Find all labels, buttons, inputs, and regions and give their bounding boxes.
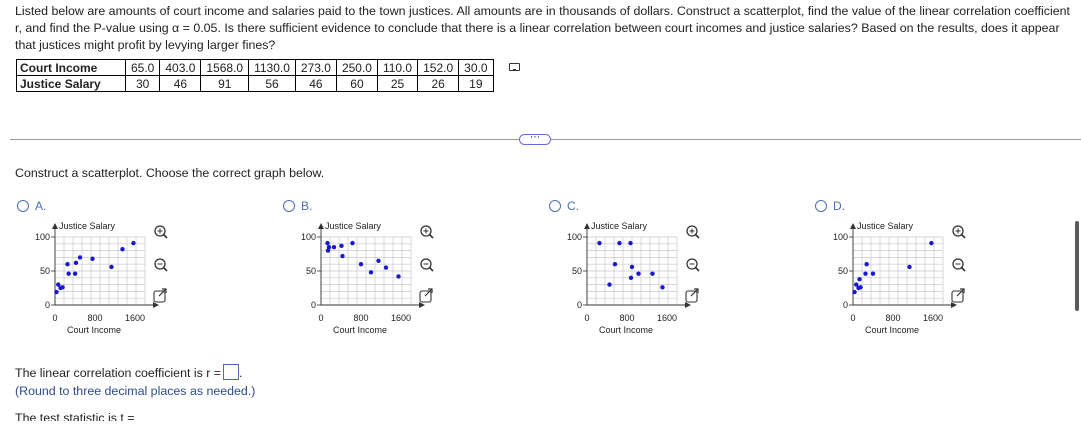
zoom-out-icon[interactable] bbox=[155, 259, 167, 271]
data-point bbox=[350, 241, 354, 245]
open-external-icon[interactable] bbox=[154, 289, 166, 302]
x-axis-arrow bbox=[419, 302, 425, 308]
x-axis-arrow bbox=[951, 302, 957, 308]
x-axis-arrow bbox=[153, 302, 159, 308]
handle bbox=[164, 235, 168, 239]
table-cell: 250.0 bbox=[336, 60, 377, 76]
x-axis-label: Court Income bbox=[332, 325, 388, 335]
zoom-out-icon[interactable] bbox=[953, 259, 965, 271]
table-cell: 30.0 bbox=[459, 60, 493, 76]
table-cell: 110.0 bbox=[377, 60, 417, 76]
data-point bbox=[597, 241, 601, 245]
row-header: Court Income bbox=[17, 60, 126, 76]
data-point bbox=[131, 241, 135, 245]
table-cell: 1568.0 bbox=[201, 60, 249, 76]
data-point bbox=[109, 265, 113, 269]
zoom-out-icon[interactable] bbox=[421, 259, 433, 271]
x-tick-label: 0 bbox=[584, 313, 590, 323]
data-point bbox=[852, 290, 856, 294]
data-point bbox=[864, 262, 868, 266]
data-point bbox=[396, 274, 400, 278]
table-cell: 403.0 bbox=[160, 60, 201, 76]
data-point bbox=[120, 247, 124, 251]
y-tick-label: 100 bbox=[832, 232, 848, 242]
table-cell: 91 bbox=[201, 76, 249, 92]
y-tick-label: 0 bbox=[310, 300, 316, 310]
table-cell: 46 bbox=[160, 76, 201, 92]
option-letter: D. bbox=[833, 199, 845, 213]
y-tick-label: 0 bbox=[576, 300, 582, 310]
scatterplot bbox=[17, 200, 247, 350]
data-point bbox=[66, 272, 70, 276]
open-external-icon[interactable] bbox=[952, 289, 964, 302]
data-point bbox=[617, 241, 621, 245]
data-point bbox=[78, 255, 82, 259]
data-point bbox=[384, 265, 388, 269]
data-point bbox=[660, 285, 664, 289]
handle bbox=[164, 268, 168, 272]
y-tick-label: 100 bbox=[34, 232, 50, 242]
correlation-prompt bbox=[15, 364, 243, 380]
table-cell: 25 bbox=[377, 76, 417, 92]
data-point bbox=[863, 272, 867, 276]
handle bbox=[430, 268, 434, 272]
data-point bbox=[929, 241, 933, 245]
x-axis-arrow bbox=[685, 302, 691, 308]
scatterplot bbox=[549, 200, 779, 350]
y-axis-arrow bbox=[318, 223, 324, 229]
data-point bbox=[325, 241, 329, 245]
rounding-note: (Round to three decimal places as needed.) bbox=[15, 384, 256, 398]
zoom-out-icon[interactable] bbox=[687, 259, 699, 271]
handle bbox=[696, 268, 700, 272]
y-tick-label: 100 bbox=[300, 232, 316, 242]
y-axis-label: Justice Salary bbox=[857, 221, 914, 231]
zoom-in-icon[interactable] bbox=[421, 226, 433, 238]
x-tick-label: 0 bbox=[318, 313, 324, 323]
table-cell: 1130.0 bbox=[249, 60, 296, 76]
data-point bbox=[332, 245, 336, 249]
option-a[interactable] bbox=[17, 200, 247, 350]
x-axis-label: Court Income bbox=[598, 325, 654, 335]
data-point bbox=[629, 276, 633, 280]
y-axis-arrow bbox=[850, 223, 856, 229]
y-tick-label: 0 bbox=[842, 300, 848, 310]
handle bbox=[962, 235, 966, 239]
option-letter: A. bbox=[35, 199, 47, 213]
data-point bbox=[90, 257, 94, 261]
data-point bbox=[369, 270, 373, 274]
data-point bbox=[74, 261, 78, 265]
table-cell: 65.0 bbox=[126, 60, 160, 76]
table-cell: 26 bbox=[418, 76, 459, 92]
y-axis-arrow bbox=[584, 223, 590, 229]
table-cell: 46 bbox=[295, 76, 336, 92]
y-axis-arrow bbox=[52, 223, 58, 229]
data-point bbox=[630, 265, 634, 269]
y-tick-label: 0 bbox=[44, 300, 50, 310]
data-point bbox=[628, 241, 632, 245]
option-c[interactable] bbox=[549, 200, 779, 350]
data-point bbox=[613, 262, 617, 266]
y-tick-label: 100 bbox=[566, 232, 582, 242]
zoom-in-icon[interactable] bbox=[687, 226, 699, 238]
data-point bbox=[339, 244, 343, 248]
y-axis-label: Justice Salary bbox=[325, 221, 382, 231]
data-point bbox=[858, 285, 862, 289]
data-point bbox=[376, 259, 380, 263]
scatterplot bbox=[283, 200, 513, 350]
table-cell: 30 bbox=[126, 76, 160, 92]
x-axis-label: Court Income bbox=[66, 325, 122, 335]
data-point bbox=[65, 262, 69, 266]
copy-table-icon[interactable] bbox=[509, 63, 520, 71]
box bbox=[686, 291, 697, 302]
scrollbar[interactable] bbox=[1075, 221, 1079, 311]
handle bbox=[430, 235, 434, 239]
table-row bbox=[17, 60, 494, 76]
option-d[interactable] bbox=[815, 200, 1045, 350]
data-point bbox=[857, 277, 861, 281]
data-point bbox=[359, 262, 363, 266]
table-cell: 152.0 bbox=[418, 60, 459, 76]
x-tick-label: 800 bbox=[353, 313, 369, 323]
open-external-icon[interactable] bbox=[686, 289, 698, 302]
x-tick-label: 1600 bbox=[656, 313, 678, 323]
box bbox=[952, 291, 963, 302]
zoom-in-icon[interactable] bbox=[155, 226, 167, 238]
data-point bbox=[340, 254, 344, 258]
table-cell: 60 bbox=[336, 76, 377, 92]
y-axis-label: Justice Salary bbox=[59, 221, 116, 231]
data-point bbox=[73, 272, 77, 276]
x-tick-label: 1600 bbox=[124, 313, 146, 323]
scatterplot bbox=[815, 200, 1045, 350]
x-tick-label: 1600 bbox=[390, 313, 412, 323]
x-tick-label: 800 bbox=[619, 313, 635, 323]
y-tick-label: 50 bbox=[837, 266, 848, 276]
open-external-icon[interactable] bbox=[420, 289, 432, 302]
x-tick-label: 800 bbox=[87, 313, 103, 323]
data-point bbox=[54, 290, 58, 294]
y-axis-label: Justice Salary bbox=[591, 221, 648, 231]
x-tick-label: 0 bbox=[52, 313, 58, 323]
table-cell: 19 bbox=[459, 76, 493, 92]
y-tick-label: 50 bbox=[571, 266, 582, 276]
box bbox=[154, 291, 165, 302]
problem-statement: Listed below are amounts of court income and salaries paid to the town justices. All amounts are in thousands of dollars. Construct a scatterplot, find the value of the linear correlation coefficient r, and find the P-value using α = 0.05. Is there sufficient evidence to conclude that there is a linear correlation between court incomes and justice salaries? Based on the results, does it appear that justices might profit by levying larger fines? bbox=[15, 4, 1070, 52]
data-point bbox=[607, 282, 611, 286]
test-statistic-prompt: The test statistic is t = bbox=[15, 411, 135, 421]
data-point bbox=[636, 272, 640, 276]
data-point bbox=[326, 248, 330, 252]
instruction-text: Construct a scatterplot. Choose the correct graph below. bbox=[15, 166, 325, 180]
period: . bbox=[239, 366, 243, 380]
y-tick-label: 50 bbox=[39, 266, 50, 276]
option-letter: B. bbox=[301, 199, 313, 213]
box bbox=[420, 291, 431, 302]
correlation-answer-input[interactable] bbox=[223, 364, 239, 380]
row-header: Justice Salary bbox=[17, 76, 126, 92]
data-point bbox=[907, 265, 911, 269]
data-point bbox=[60, 285, 64, 289]
x-tick-label: 0 bbox=[850, 313, 856, 323]
correlation-label: The linear correlation coefficient is r = bbox=[15, 366, 222, 380]
x-axis-label: Court Income bbox=[864, 325, 920, 335]
handle bbox=[962, 268, 966, 272]
y-tick-label: 50 bbox=[305, 266, 316, 276]
x-tick-label: 800 bbox=[885, 313, 901, 323]
data-table bbox=[16, 59, 494, 92]
table-cell: 56 bbox=[249, 76, 296, 92]
table-row bbox=[17, 76, 494, 92]
option-b[interactable] bbox=[283, 200, 513, 350]
zoom-in-icon[interactable] bbox=[953, 226, 965, 238]
handle bbox=[696, 235, 700, 239]
table-cell: 273.0 bbox=[295, 60, 336, 76]
more-button[interactable]: ⋯ bbox=[519, 134, 551, 145]
option-letter: C. bbox=[567, 199, 579, 213]
data-point bbox=[871, 272, 875, 276]
x-tick-label: 1600 bbox=[922, 313, 944, 323]
data-point bbox=[650, 272, 654, 276]
